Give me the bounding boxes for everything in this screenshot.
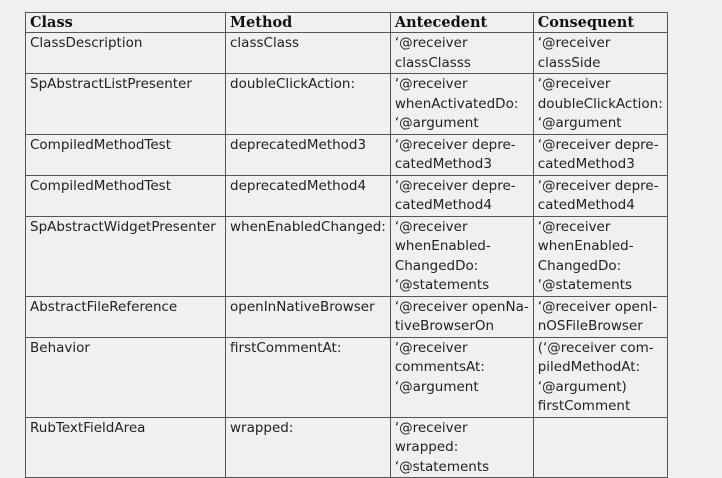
consequent-line: ‘@receiver depre- [537,136,659,153]
table-row [26,33,668,74]
antecedent-line: wrapped: [394,439,459,455]
table-body [26,33,668,478]
consequent-line: ‘@argument) [537,378,627,395]
consequent-line: whenEnabled- [537,238,634,254]
consequent-line: firstComment [537,398,631,414]
cell-method: deprecatedMethod3 [226,134,391,175]
header-class: Class [26,13,226,33]
cell-method: classClass [226,33,391,74]
cell-consequent [533,337,667,417]
antecedent-line: ‘@receiver openNa- [394,298,529,315]
antecedent-line: commentsAt: [394,359,485,375]
cell-method: deprecatedMethod4 [226,175,391,216]
antecedent-line: tiveBrowserOn [394,318,495,334]
antecedent-line: ‘@argument [394,378,479,395]
table-row [26,296,668,337]
consequent-line: catedMethod4 [537,197,635,213]
antecedent-line: classClasss [394,54,471,71]
cell-class: ClassDescription [26,33,226,74]
cell-consequent [533,175,667,216]
cell-consequent [533,417,667,478]
antecedent-line: ‘@argument [394,115,479,131]
table-row [26,134,668,175]
header-method: Method [226,13,391,33]
consequent-line: ‘@receiver [537,76,611,92]
header-consequent: Consequent [533,13,667,33]
antecedent-line: ChangedDo: [394,257,479,274]
rewrite-rules-table [25,12,668,478]
cell-method: whenEnabledChanged: [226,216,391,296]
consequent-line: ‘@receiver openI- [537,298,658,315]
antecedent-line: whenActivatedDo: [394,95,519,112]
cell-class: AbstractFileReference [26,296,226,337]
cell-antecedent [390,337,533,417]
cell-antecedent [390,216,533,296]
cell-class: SpAbstractWidgetPresenter [26,216,226,296]
consequent-line: ‘@receiver [537,218,611,235]
antecedent-line: catedMethod3 [394,156,492,172]
table-row [26,175,668,216]
consequent-line: ‘@statements [537,277,633,293]
consequent-line: catedMethod3 [537,156,635,172]
consequent-line: doubleClickAction: [537,95,663,112]
antecedent-line: catedMethod4 [394,197,492,213]
cell-antecedent [390,74,533,135]
table-row [26,417,668,478]
cell-class: Behavior [26,337,226,417]
table-row [26,216,668,296]
consequent-line: classSide [537,54,601,71]
table-row [26,337,668,417]
antecedent-line: ‘@receiver depre- [394,177,516,194]
cell-consequent [533,74,667,135]
antecedent-line: ‘@statements [394,458,490,475]
consequent-line: ‘@argument [537,115,622,131]
cell-antecedent [390,175,533,216]
cell-method: firstCommentAt: [226,337,391,417]
cell-method: wrapped: [226,417,391,478]
cell-class: CompiledMethodTest [26,175,226,216]
consequent-line: (‘@receiver com- [537,339,654,356]
table-row [26,74,668,135]
antecedent-line: ‘@receiver depre- [394,136,516,153]
header-row [26,13,668,33]
cell-consequent [533,216,667,296]
cell-method: doubleClickAction: [226,74,391,135]
antecedent-line: ‘@receiver [394,339,468,356]
antecedent-line: ‘@receiver [394,419,468,436]
cell-method: openInNativeBrowser [226,296,391,337]
cell-consequent [533,134,667,175]
antecedent-line: ‘@receiver [394,76,468,92]
antecedent-line: ‘@statements [394,277,490,293]
cell-class: RubTextFieldArea [26,417,226,478]
antecedent-line: ‘@receiver [394,35,468,51]
cell-consequent [533,296,667,337]
consequent-line: ‘@receiver depre- [537,177,659,194]
cell-antecedent [390,296,533,337]
cell-class: CompiledMethodTest [26,134,226,175]
cell-antecedent [390,134,533,175]
consequent-line: piledMethodAt: [537,359,641,375]
antecedent-line: ‘@receiver [394,218,468,235]
cell-antecedent [390,33,533,74]
cell-antecedent [390,417,533,478]
header-antecedent: Antecedent [390,13,533,33]
cell-consequent [533,33,667,74]
consequent-line: ChangedDo: [537,257,622,274]
cell-class: SpAbstractListPresenter [26,74,226,135]
antecedent-line: whenEnabled- [394,238,491,254]
consequent-line: nOSFileBrowser [537,318,643,334]
consequent-line: ‘@receiver [537,35,611,51]
